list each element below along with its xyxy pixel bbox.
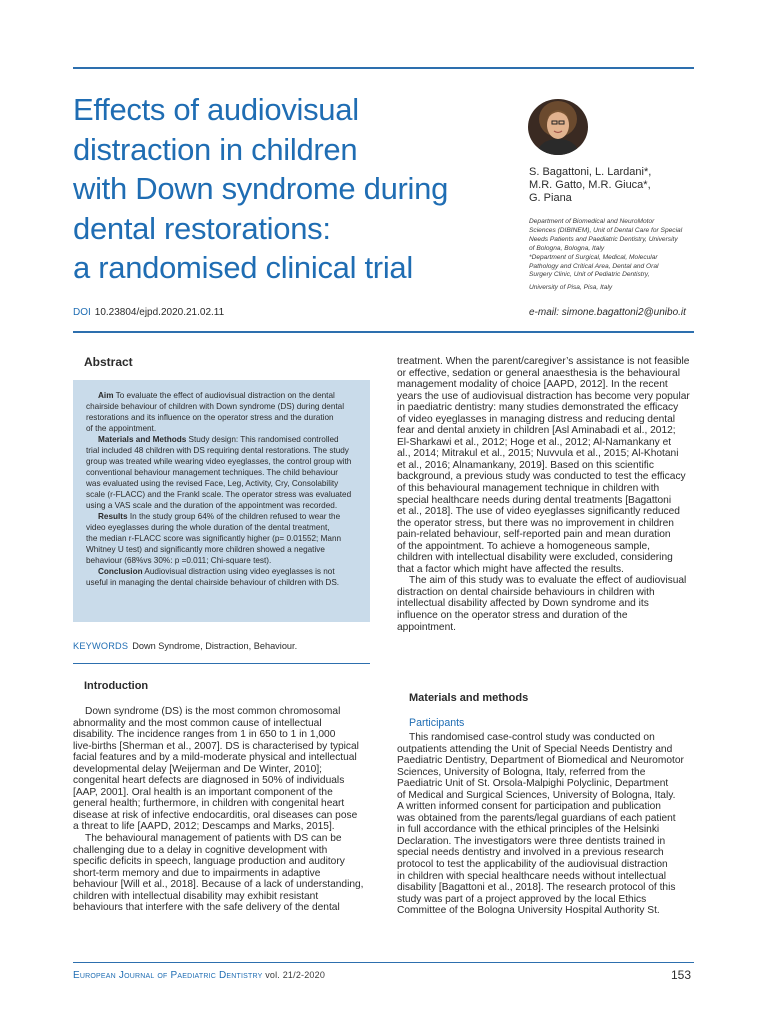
footer-divider	[73, 962, 694, 963]
text-line: management modality of choice [AAPD, 2012]. In the recent	[397, 379, 668, 391]
text-line: the operator stress, but there was no improvement in children	[397, 517, 674, 529]
doi-label: DOI	[73, 307, 91, 318]
page-number: 153	[671, 968, 692, 982]
abstract-line	[86, 478, 358, 489]
abstract-line	[86, 390, 358, 401]
text-line: distraction on dental chairside behaviours in children with	[397, 586, 655, 598]
affiliation-line: Pathology and Critical Area, Dental and Oral	[529, 262, 659, 270]
top-rule	[73, 67, 694, 69]
abstract-line	[86, 577, 358, 588]
doi-value[interactable]: 10.23804/ejpd.2020.21.02.11	[94, 307, 225, 318]
abstract-line	[86, 412, 358, 423]
affiliation-line: Department of Biomedical and NeuroMotor	[529, 218, 655, 225]
text-line: that a factor which might have affected the results.	[397, 563, 624, 575]
text-line: years the use of audiovisual distraction has become very popular	[397, 390, 690, 402]
title-line: distraction in children	[73, 131, 358, 167]
abstract-line-text: was evaluated using the revised Face, Leg, Activity, Cry, Consolability	[86, 479, 339, 488]
abstract-line-text: restorations and its influence on the operator stress and the duration	[86, 413, 334, 422]
text-line: of the appointment. To achieve a homogeneous sample,	[397, 540, 650, 552]
abstract-line-text: Audiovisual distraction using video eyeglasses is not	[142, 567, 335, 576]
text-line: developmental delay [Weijerman and De Winter, 2010];	[73, 763, 322, 775]
abstract-line	[86, 533, 358, 544]
text-line: special needs dentistry and involved in a previous research	[397, 847, 664, 859]
text-line: influence on the operator stress and duration of the	[397, 610, 628, 622]
introduction-heading: Introduction	[84, 680, 149, 692]
text-line: in paediatric dentistry: many studies demonstrated the efficacy	[397, 402, 679, 414]
abstract-line	[86, 555, 358, 566]
text-line: was obtained from the parents/legal guardians of each patient	[397, 812, 676, 824]
text-line: Paediatric Dentistry, Department of Biomedical and Neuromotor	[397, 755, 684, 767]
affiliation-line: Sciences (DIBINEM), Unit of Dental Care for Special	[529, 226, 683, 234]
contact-email[interactable]: e-mail: simone.bagattoni2@unibo.it	[529, 307, 686, 318]
text-line: of Medical and Surgical Sciences, University of Bologna, Italy.	[397, 789, 676, 801]
abstract-line-text: using a VAS scale and the duration of the appointment was recorded.	[86, 501, 338, 510]
footer-journal	[73, 970, 325, 981]
abstract-line	[86, 489, 358, 500]
title-line: a randomised clinical trial	[73, 250, 413, 285]
text-line: challenging due to a delay in cognitive development with	[73, 844, 328, 856]
text-line: disability [Bagattoni et al., 2018]. The research protocol of this	[397, 882, 676, 894]
abstract-line	[86, 445, 358, 456]
affiliation-line: Surgery Clinic, Unit of Pediatric Dentistry,	[529, 271, 650, 279]
affiliation-line: *Department of Surgical, Medical, Molecular	[529, 253, 658, 261]
abstract-lead: Aim	[98, 391, 114, 400]
abstract-line-text: video eyeglasses during the whole duration of the dental treatment,	[86, 523, 330, 532]
text-line: behaviour [Will et al., 2018]. Because of a lack of understanding,	[73, 879, 364, 891]
affiliations	[529, 218, 699, 293]
keywords-text: Down Syndrome, Distraction, Behaviour.	[132, 641, 298, 651]
text-line: Declaration. The investigators were three dentists trained in	[397, 835, 666, 847]
text-line: behaviours that interfere with the safe delivery of the dental	[73, 902, 340, 914]
abstract-line	[86, 544, 358, 555]
text-line: of this behavioural management technique in children with	[397, 483, 660, 495]
abstract-line-text: conventional behaviour management techniques. The child behaviour	[86, 468, 339, 477]
text-line: special healthcare needs during dental treatments [Bagattoni	[397, 494, 672, 506]
author-list	[529, 166, 651, 205]
abstract-line-text: group was treated while wearing video eyeglasses, the control group with	[86, 457, 352, 466]
affiliation-line: of Bologna, Bologna, Italy	[529, 244, 605, 252]
text-line: or effective, sedation or general anaesthesia is the behavioural	[397, 367, 680, 379]
abstract-line-text: To evaluate the effect of audiovisual distraction on the dental	[113, 391, 335, 400]
text-line: children with intellectual disability were excluded, considering	[397, 552, 673, 564]
participants-subheading: Participants	[409, 717, 465, 729]
text-line: background, a previous study was conducted to test the efficacy	[397, 471, 686, 483]
text-line: Committee of the Bologna University Hospital Authority St.	[397, 905, 660, 917]
text-line: The behavioural management of patients with DS can be	[85, 833, 342, 845]
keywords-divider	[73, 663, 370, 664]
text-line: Sciences, University of Bologna, Italy, referred from the	[397, 766, 646, 778]
text-line: Paediatric Unit of St. Orsola-Malpighi Polyclinic, Department	[397, 778, 669, 790]
abstract-line-text: useful in managing the dental chairside behaviour of children with DS.	[86, 578, 340, 587]
journal-name: European Journal of Paediatric Dentistry	[73, 970, 263, 981]
abstract-line-text: trial included 48 children with DS requiring dental restorations. The study	[86, 446, 349, 455]
text-line: outpatients attending the Unit of Special Needs Dentistry and	[397, 743, 673, 755]
text-line: et al., 2018]. The use of video eyeglasses significantly reduced	[397, 506, 680, 518]
abstract-heading: Abstract	[84, 355, 133, 369]
text-line: study was part of a project approved by the local Ethics	[397, 893, 647, 905]
text-line: general health; furthermore, in children with congenital heart	[73, 798, 345, 810]
abstract-line-text: behaviour (68%vs 30%: p =0.011; Chi-square test).	[86, 556, 272, 565]
abstract-line	[86, 566, 358, 577]
text-line: disability. The incidence ranges from 1 in 650 to 1 in 1,000	[73, 729, 336, 741]
abstract-line	[86, 423, 358, 434]
abstract-line	[86, 500, 358, 511]
text-line: a threat to life [AAPD, 2012; Descamps and Marks, 2015].	[73, 821, 335, 833]
text-line: protocol to test the applicability of the audiovisual distraction	[397, 859, 668, 871]
abstract-line	[86, 434, 358, 445]
author-line: M.R. Gatto, M.R. Giuca*,	[529, 179, 651, 191]
text-line: of video eyeglasses in managing distress and reducing dental	[397, 413, 676, 425]
title-line: Effects of audiovisual	[73, 92, 359, 127]
text-line: facial features and by a mild-moderate physical and intellectual	[73, 752, 357, 764]
article-title	[73, 90, 503, 288]
abstract-line-text: chairside behaviour of children with Down syndrome (DS) during dental	[86, 402, 345, 411]
text-line: al., 2014; Mitrakul et al., 2015; Nuvvula et al., 2015; Al-Khotani	[397, 448, 679, 460]
methods-body	[397, 732, 694, 917]
abstract-line	[86, 511, 358, 522]
title-line: with Down syndrome during	[73, 171, 449, 206]
author-line: G. Piana	[529, 192, 572, 204]
text-line: short-term memory and due to impairments in adaptive	[73, 867, 321, 879]
introduction-body	[73, 706, 370, 914]
abstract-line	[86, 401, 358, 412]
keywords-label: KEYWORDS	[73, 641, 129, 651]
affiliation-line: University of Pisa, Pisa, Italy	[529, 284, 613, 292]
abstract-body	[86, 390, 358, 588]
text-line: live-births [Sherman et al., 2007]. DS is characterised by typical	[73, 740, 359, 752]
abstract-line-text: Whitney U test) and significantly more children showed a negative	[86, 545, 325, 554]
text-line: This randomised case-control study was conducted on	[409, 732, 655, 743]
text-line: specific deficits in speech, language production and auditory	[73, 856, 345, 868]
text-line: children with intellectual disability may exhibit resistant	[73, 890, 319, 902]
author-line: S. Bagattoni, L. Lardani*,	[529, 166, 652, 178]
text-line: intellectual disability affected by Down syndrome and its	[397, 598, 649, 610]
abstract-line-text: scale (r-FLACC) and the Frankl scale. The operator stress was evaluated	[86, 490, 352, 499]
abstract-line	[86, 522, 358, 533]
abstract-line-text: Study design: This randomised controlled	[186, 435, 339, 444]
text-line: congenital heart defects are diagnosed in 50% of individuals	[73, 775, 345, 787]
abstract-line	[86, 467, 358, 478]
methods-heading: Materials and methods	[409, 692, 529, 704]
text-line: appointment.	[397, 621, 456, 633]
text-line: [AAP, 2001]. Oral health is an important component of the	[73, 786, 333, 798]
abstract-line-text: the median r-FLACC score was significantly higher (p= 0.01552; Mann	[86, 534, 342, 543]
abstract-line-text: of the appointment.	[86, 424, 157, 433]
text-line: Down syndrome (DS) is the most common chromosomal	[85, 706, 341, 717]
text-line: A written informed consent for participation and publication	[397, 801, 661, 813]
text-line: El-Sharkawi et al., 2012; Hoge et al., 2012; Al-Namankany et	[397, 436, 672, 448]
abstract-lead: Results	[98, 512, 128, 521]
text-line: fear and dental anxiety in children [Asl Aminabadi et al., 2012;	[397, 425, 676, 437]
text-line: in children with special healthcare needs without intellectual	[397, 870, 666, 882]
abstract-line	[86, 456, 358, 467]
abstract-lead: Materials and Methods	[98, 435, 187, 444]
text-line: disease at risk of infective endocarditis, oral diseases can pose	[73, 809, 358, 821]
author-photo	[528, 99, 588, 155]
abstract-lead: Conclusion	[98, 567, 143, 576]
doi	[73, 307, 224, 318]
header-divider	[73, 331, 694, 333]
text-line: in full accordance with the ethical principles of the Helsinki	[397, 824, 660, 836]
text-line: pain-related behaviour, self-reported pain and mean duration	[397, 529, 671, 541]
abstract-line-text: In the study group 64% of the children refused to wear the	[127, 512, 341, 521]
text-line: et al., 2016; Alnamankany, 2019]. Based on this scientific	[397, 459, 654, 471]
text-line: The aim of this study was to evaluate the effect of audiovisual	[409, 575, 687, 587]
text-line: abnormality and the most common cause of intellectual	[73, 717, 322, 729]
text-line: treatment. When the parent/caregiver’s assistance is not feasible	[397, 356, 690, 367]
introduction-continued	[397, 356, 694, 633]
journal-volume: vol. 21/2-2020	[265, 970, 326, 980]
title-line: dental restorations:	[73, 210, 331, 246]
keywords	[73, 641, 297, 651]
affiliation-line: Needs Patients and Paediatric Dentistry, University	[529, 235, 678, 243]
